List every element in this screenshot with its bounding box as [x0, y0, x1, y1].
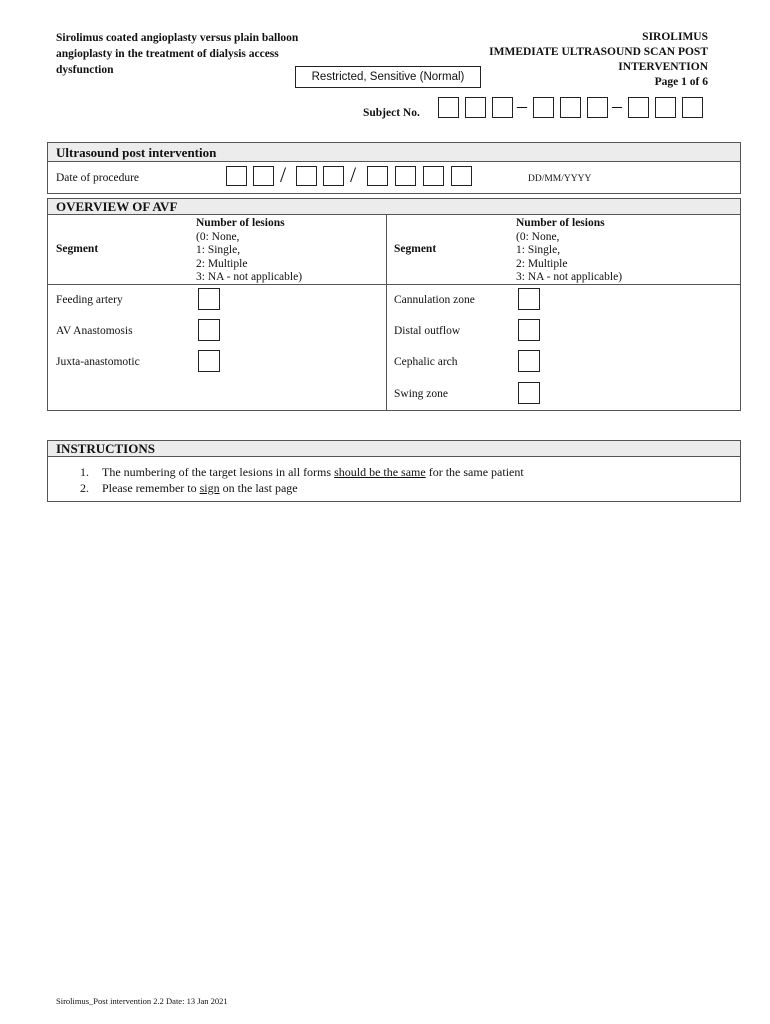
ultrasound-section-title: Ultrasound post intervention [48, 143, 740, 162]
instruction-number: 2. [80, 481, 89, 495]
lesions-header-line: Number of lesions [516, 217, 605, 229]
subject-number-label: Subject No. [363, 107, 420, 119]
header-row-divider [47, 284, 741, 285]
subject-dash: – [517, 95, 527, 117]
segment-label: Cannulation zone [394, 294, 475, 306]
lesion-count-box-swing-zone[interactable] [518, 382, 540, 404]
form-title-line: IMMEDIATE ULTRASOUND SCAN POST [489, 46, 708, 58]
instruction-item [80, 480, 524, 496]
date-separator: / [280, 162, 287, 187]
segment-column-header: Segment [56, 243, 99, 255]
date-separator: / [350, 162, 357, 187]
lesion-count-box-juxta-anastomotic[interactable] [198, 350, 220, 372]
subject-digit-box[interactable] [465, 97, 486, 118]
lesions-header-line: 2: Multiple [196, 257, 248, 270]
subject-digit-box[interactable] [438, 97, 459, 118]
subject-digit-box[interactable] [682, 97, 703, 118]
lesions-header-line: 3: NA - not applicable) [516, 271, 623, 283]
study-title-line: dysfunction [56, 64, 114, 76]
date-month-box[interactable] [323, 166, 344, 186]
date-format-hint: DD/MM/YYYY [528, 174, 592, 184]
subject-digit-box[interactable] [655, 97, 676, 118]
subject-digit-box[interactable] [533, 97, 554, 118]
date-of-procedure-label: Date of procedure [56, 172, 140, 184]
lesions-header-line: (0: None, [196, 230, 240, 243]
page-number: Page 1 of 6 [654, 76, 708, 88]
column-divider [386, 214, 387, 411]
lesions-header-line: (0: None, [516, 230, 560, 243]
segment-label: Juxta-anastomotic [56, 356, 140, 368]
date-year-box[interactable] [451, 166, 472, 186]
subject-digit-box[interactable] [587, 97, 608, 118]
document-footer: Sirolimus_Post intervention 2.2 Date: 13 Jan 2021 [56, 996, 228, 1006]
lesions-header-line: 1: Single, [516, 244, 561, 256]
lesions-column-header [196, 217, 302, 285]
instruction-text: on the last page [219, 481, 298, 495]
form-title-line: INTERVENTION [618, 61, 708, 73]
instructions-list [80, 464, 524, 496]
date-year-box[interactable] [367, 166, 388, 186]
instruction-text: for the same patient [425, 465, 524, 479]
overview-section-title: OVERVIEW OF AVF [48, 199, 740, 215]
date-day-box[interactable] [226, 166, 247, 186]
lesions-header-line: 1: Single, [196, 244, 241, 256]
lesions-header-line: 2: Multiple [516, 257, 568, 270]
segment-column-header: Segment [394, 243, 437, 255]
date-year-box[interactable] [395, 166, 416, 186]
date-month-box[interactable] [296, 166, 317, 186]
instruction-text: Please remember to [102, 481, 200, 495]
lesion-count-box-cannulation-zone[interactable] [518, 288, 540, 310]
study-title-line: Sirolimus coated angioplasty versus plain balloon [56, 32, 299, 44]
instruction-text: The numbering of the target lesions in all forms [102, 465, 335, 479]
study-title-line: angioplasty in the treatment of dialysis access [56, 48, 279, 60]
subject-digit-box[interactable] [492, 97, 513, 118]
instructions-section-title: INSTRUCTIONS [48, 441, 740, 457]
segment-label: Distal outflow [394, 325, 461, 337]
classification-label: Restricted, Sensitive (Normal) [295, 66, 481, 88]
lesion-count-box-distal-outflow[interactable] [518, 319, 540, 341]
ultrasound-section [47, 142, 741, 194]
lesion-count-box-feeding-artery[interactable] [198, 288, 220, 310]
subject-dash: – [612, 95, 622, 117]
subject-digit-box[interactable] [628, 97, 649, 118]
instruction-number: 1. [80, 465, 89, 479]
lesions-header-line: Number of lesions [196, 217, 285, 229]
lesions-column-header [516, 217, 622, 285]
lesion-count-box-av-anastomosis[interactable] [198, 319, 220, 341]
lesions-header-line: 3: NA - not applicable) [196, 271, 303, 283]
lesion-count-box-cephalic-arch[interactable] [518, 350, 540, 372]
segment-label: Swing zone [394, 388, 448, 400]
instruction-emphasis: should be the same [334, 465, 426, 479]
form-title-line: SIROLIMUS [642, 31, 708, 43]
segment-label: AV Anastomosis [56, 325, 133, 337]
segment-label: Feeding artery [56, 294, 123, 306]
instruction-item [80, 464, 524, 480]
date-year-box[interactable] [423, 166, 444, 186]
segment-label: Cephalic arch [394, 356, 458, 368]
instruction-emphasis: sign [199, 481, 220, 495]
subject-digit-box[interactable] [560, 97, 581, 118]
date-day-box[interactable] [253, 166, 274, 186]
